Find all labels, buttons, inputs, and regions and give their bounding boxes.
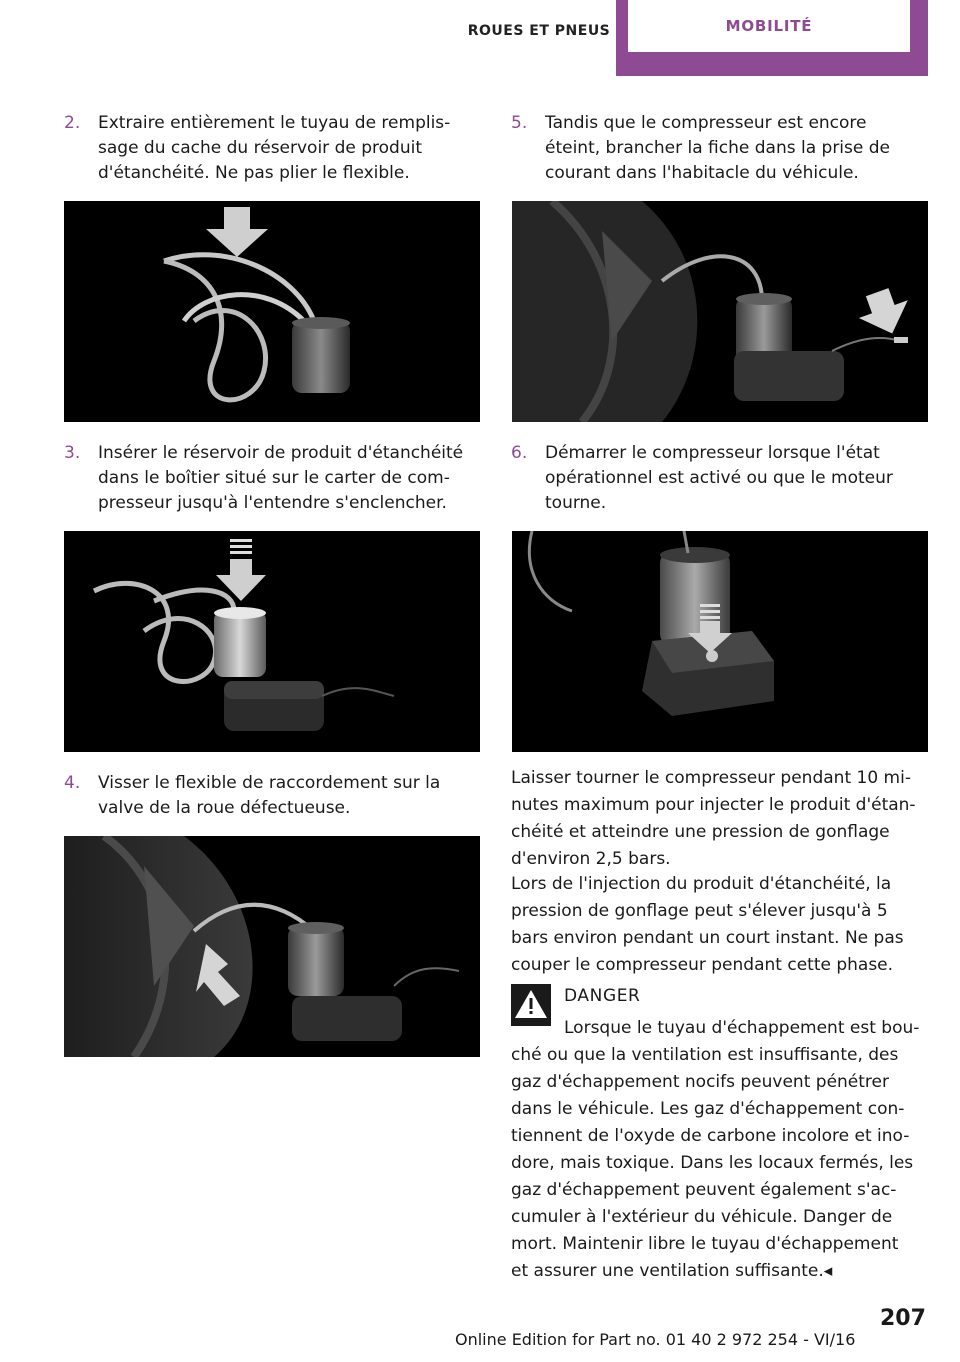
step-3 [64,441,480,521]
step-number: 3. [64,443,81,463]
section-title: ROUES ET PNEUS [467,23,611,39]
plug-socket-illustration [512,201,928,422]
step-text: Extraire entièrement le tuyau de remplis- sage du cache du réservoir de produit d'étanchéité. Ne pas plier le flexible. [98,113,451,183]
edition-note: Online Edition for Part no. 01 40 2 972 254 - VI/16 [455,1330,856,1349]
end-mark: ◂ [823,1261,833,1281]
insert-reservoir-illustration [64,531,480,752]
step-6 [511,441,927,521]
step-text: Insérer le réservoir de produit d'étanchéité dans le boîtier situé sur le carter de com- presseur jusqu'à l'entendre s'enclencher. [98,443,464,513]
connect-valve-illustration [64,836,480,1057]
start-compressor-illustration [512,531,928,752]
step-number: 5. [511,113,528,133]
figure-plug-socket [512,201,928,422]
step-number: 6. [511,443,528,463]
figure-connect-valve [64,836,480,1057]
page-number: 207 [880,1306,926,1331]
step-4 [64,771,480,826]
figure-insert-reservoir [64,531,480,752]
step-2 [64,111,480,191]
chapter-tab-label: MOBILITÉ [628,0,910,52]
danger-title: DANGER [564,986,641,1006]
step-text: Visser le flexible de raccordement sur la valve de la roue défectueuse. [98,773,441,818]
figure-hose-extraction [64,201,480,422]
danger-text: Lorsque le tuyau d'échappement est bou- ché ou que la ventilation est insuffisante, des gaz d'échappement nocifs peuvent pénétrer dans le véhicule. Les gaz d'échappement con- tiennent de l'oxyde de carbone incolore et ino- dore, mais toxique. Dans les locaux fermés, les gaz d'échappement peuvent également s'ac- cumuler à l'extérieur du véhicule. Danger de mort. Maintenir libre le tuyau d'échappement et assurer une ventilation suffisante.◂ [511,1018,920,1281]
chapter-tab[interactable] [616,0,928,76]
step-text: Démarrer le compresseur lorsque l'état opérationnel est activé ou que le moteur tourne. [545,443,893,513]
figure-start-compressor [512,531,928,752]
step-text: Tandis que le compresseur est encore éteint, brancher la fiche dans la prise de courant dans l'habitacle du véhicule. [545,113,890,183]
step-number: 4. [64,773,81,793]
step-number: 2. [64,113,81,133]
step-5 [511,111,927,191]
pressure-paragraph: Lors de l'injection du produit d'étanchéité, la pression de gonflage peut s'élever jusqu'à 5 bars environ pendant un court instant. Ne pas couper le compresseur pendant cette phase. [511,874,904,975]
run-time-paragraph: Laisser tourner le compresseur pendant 10 mi- nutes maximum pour injecter le produit d'étan- chéité et atteindre une pression de gonflage d'environ 2,5 bars. [511,768,916,869]
hose-extraction-illustration [64,201,480,422]
